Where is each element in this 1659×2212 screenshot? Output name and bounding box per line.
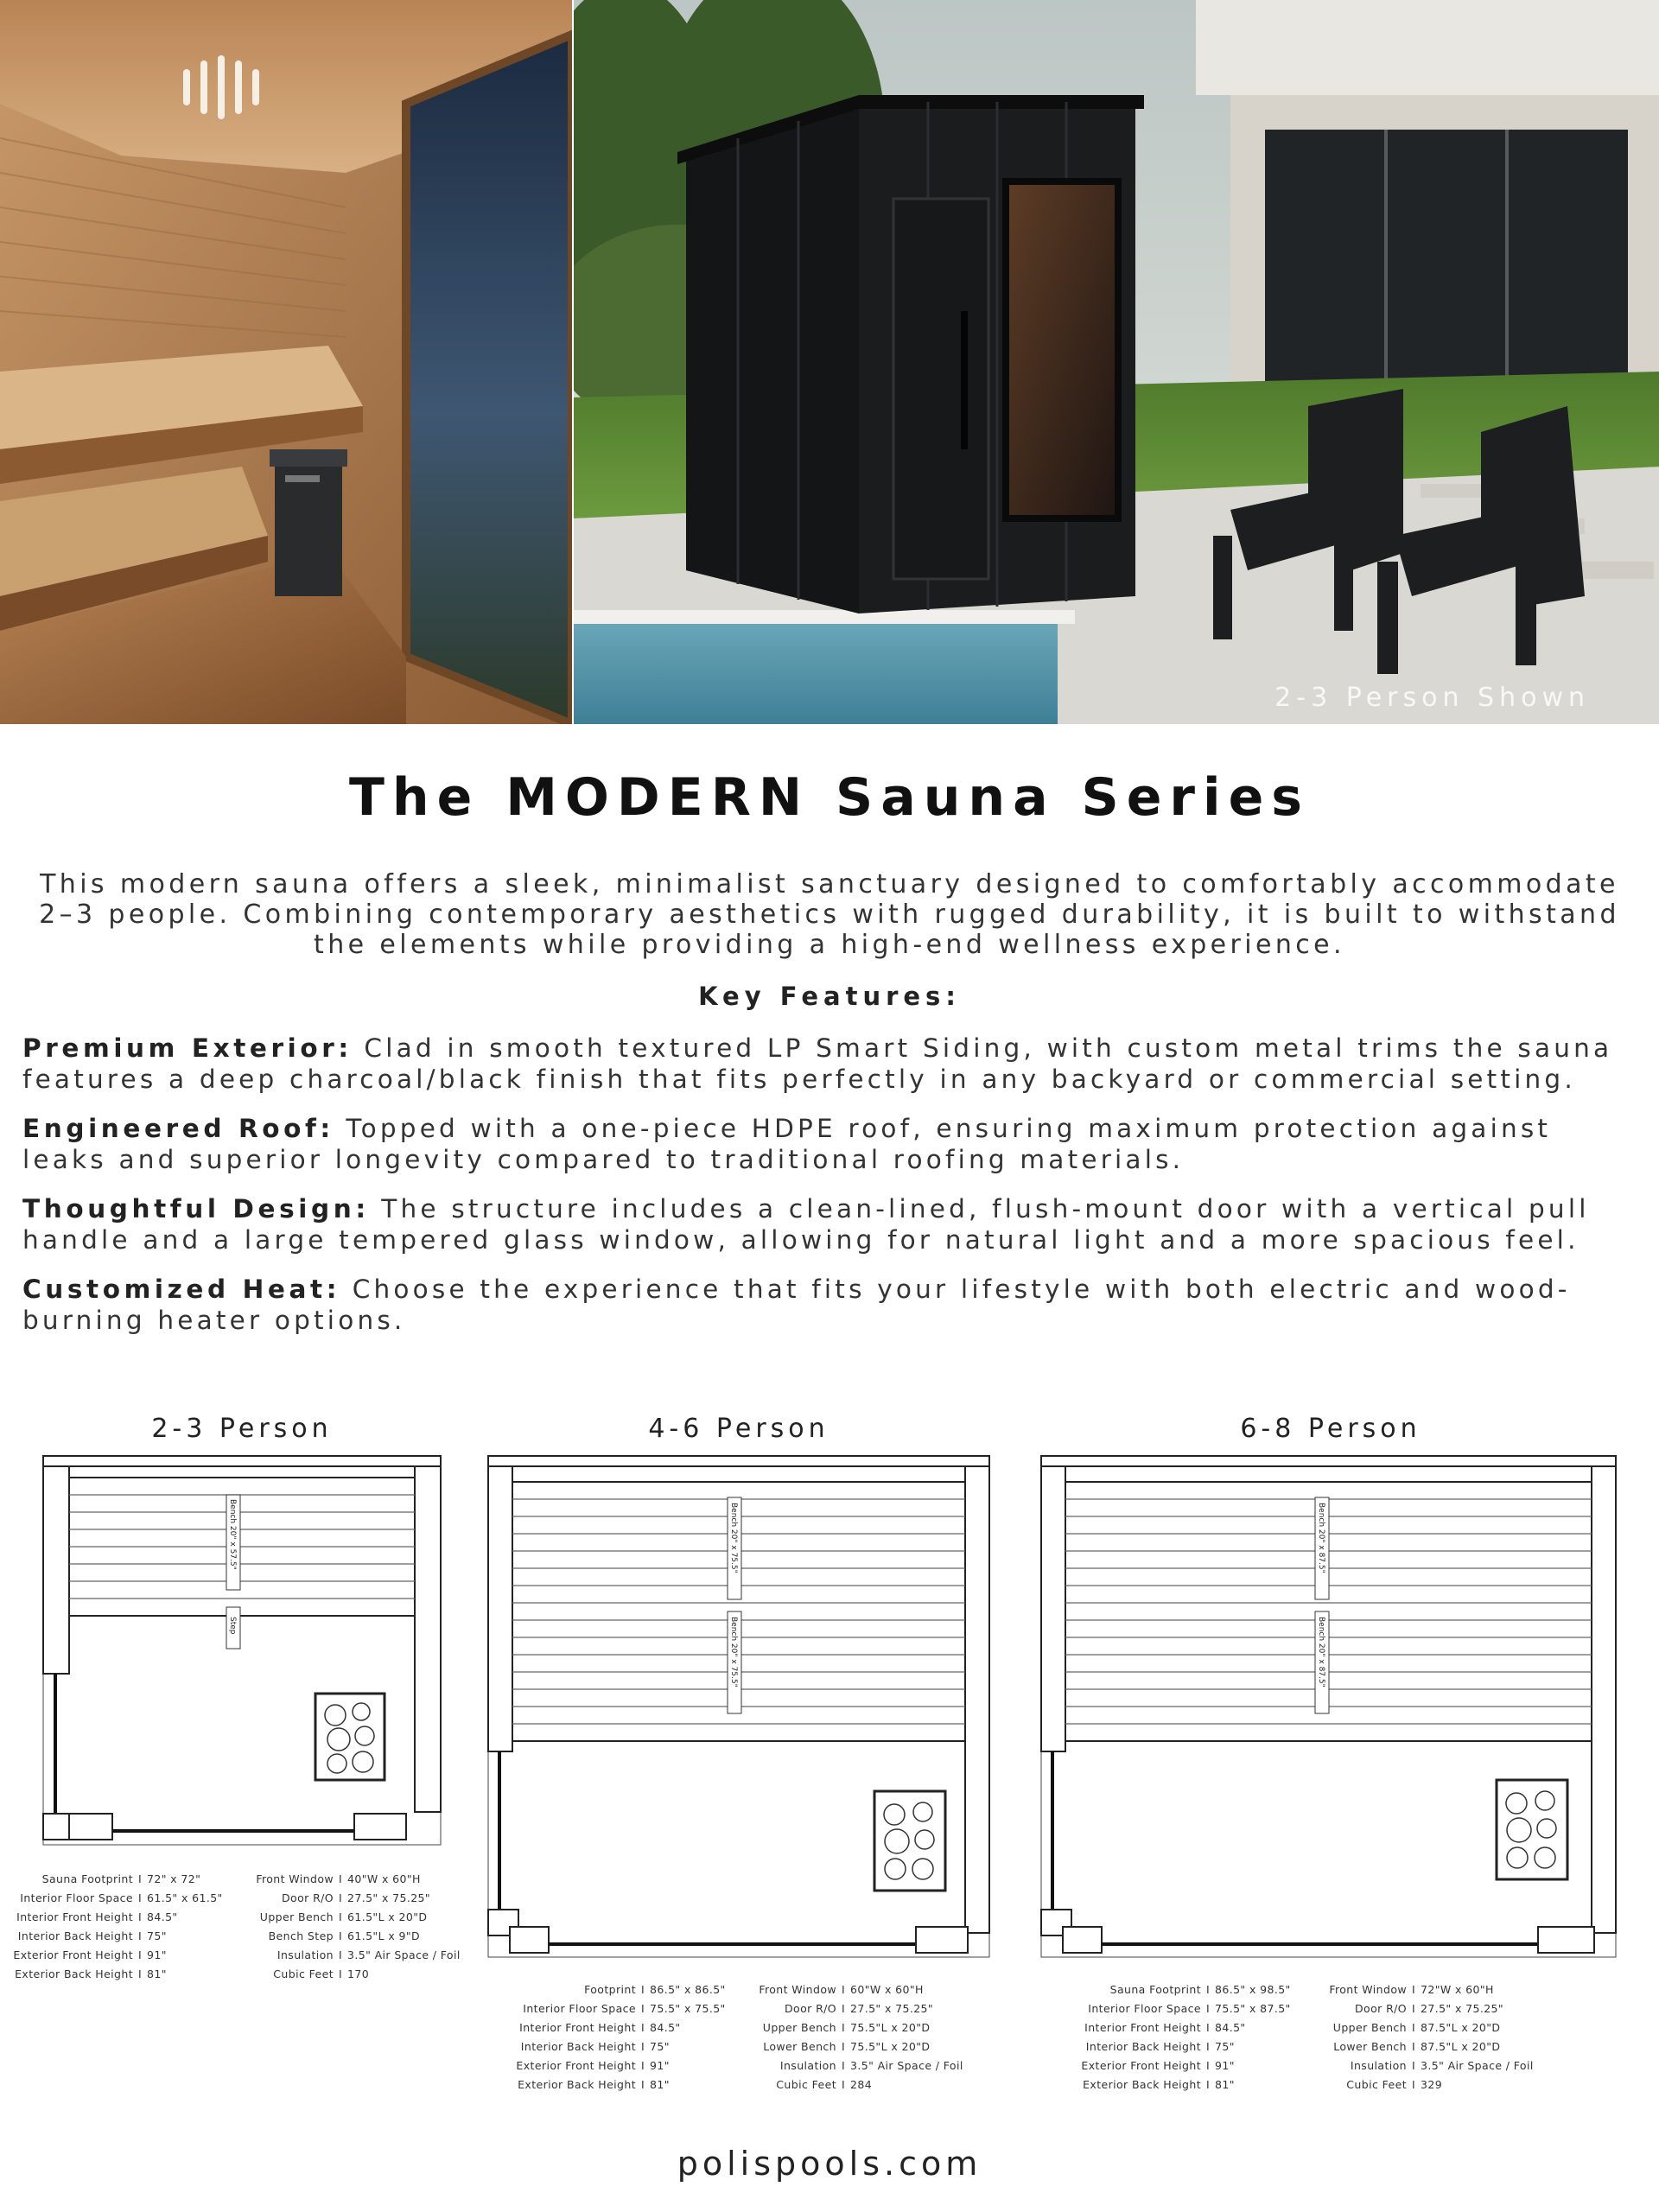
feature-name: Thoughtful Design: — [22, 1194, 370, 1224]
spec-row: Front Window I 40"W x 60"H — [238, 1870, 477, 1889]
bench-label: Bench 20" x 57.5" — [228, 1499, 237, 1570]
spec-row: Door R/O I 27.5" x 75.25" — [1306, 1999, 1550, 2018]
spec-value: 60"W x 60"H — [850, 1983, 924, 1996]
specs-2-3 — [5, 1870, 477, 1984]
spec-row: Bench Step I 61.5"L x 9"D — [238, 1927, 477, 1946]
spec-label: Cubic Feet — [273, 1967, 334, 1980]
spec-row: Exterior Back Height I 81" — [484, 2075, 736, 2094]
spec-value: 75.5" x 87.5" — [1215, 2002, 1291, 2015]
spec-row: Interior Front Height I 84.5" — [5, 1908, 233, 1927]
feature-text: Topped with a one-piece HDPE roof, ensuring maximum protection against leaks and superior longevity compared to traditional roofing materials. — [22, 1114, 1552, 1174]
spec-label: Exterior Back Height — [518, 2078, 636, 2091]
feature-name: Premium Exterior: — [22, 1033, 353, 1063]
floor-plan-4-6 — [484, 1447, 994, 1966]
spec-value: 72" x 72" — [147, 1872, 201, 1885]
spec-value: 61.5"L x 20"D — [347, 1910, 428, 1923]
specs-2-3-left — [5, 1870, 233, 1984]
spec-value: 75" — [1215, 2040, 1235, 2053]
spec-label: Footprint — [584, 1983, 636, 1996]
specs-2-3-right — [238, 1870, 477, 1984]
spec-label: Interior Front Height — [1084, 2021, 1201, 2034]
page-title: The MODERN Sauna Series — [348, 767, 1310, 828]
spec-label: Upper Bench — [1332, 2021, 1407, 2034]
spec-label: Exterior Back Height — [1083, 2078, 1201, 2091]
spec-value: 81" — [650, 2078, 670, 2091]
spec-row: Cubic Feet I 329 — [1306, 2075, 1550, 2094]
spec-row: Door R/O I 27.5" x 75.25" — [741, 1999, 980, 2018]
spec-value: 81" — [147, 1967, 167, 1980]
spec-label: Cubic Feet — [776, 2078, 836, 2091]
spec-value: 61.5"L x 9"D — [347, 1929, 421, 1942]
spec-row: Lower Bench I 87.5"L x 20"D — [1306, 2037, 1550, 2056]
spec-label: Sauna Footprint — [41, 1872, 133, 1885]
spec-label: Interior Floor Space — [523, 2002, 636, 2015]
spec-row: Interior Back Height I 75" — [484, 2037, 736, 2056]
spec-row: Footprint I 86.5" x 86.5" — [484, 1980, 736, 1999]
spec-label: Exterior Front Height — [1081, 2059, 1201, 2072]
spec-value: 27.5" x 75.25" — [850, 2002, 934, 2015]
spec-row: Exterior Back Height I 81" — [1071, 2075, 1301, 2094]
spec-label: Sauna Footprint — [1109, 1983, 1201, 1996]
spec-row: Interior Floor Space I 61.5" x 61.5" — [5, 1889, 233, 1908]
spec-label: Front Window — [759, 1983, 836, 1996]
spec-value: 91" — [650, 2059, 670, 2072]
spec-label: Interior Back Height — [17, 1929, 133, 1942]
spec-value: 84.5" — [650, 2021, 681, 2034]
spec-value: 72"W x 60"H — [1421, 1983, 1494, 1996]
spec-row: Insulation I 3.5" Air Space / Foil — [741, 2056, 980, 2075]
spec-value: 284 — [850, 2078, 873, 2091]
spec-value: 87.5"L x 20"D — [1421, 2021, 1501, 2034]
specs-4-6-right — [741, 1980, 980, 2094]
spec-value: 329 — [1421, 2078, 1443, 2091]
feature-text: The structure includes a clean-lined, flush-mount door with a vertical pull handle and a large tempered glass window, allowing for natural light and a more spacious feel. — [22, 1194, 1590, 1255]
spec-row: Front Window I 72"W x 60"H — [1306, 1980, 1550, 1999]
spec-value: 84.5" — [147, 1910, 178, 1923]
spec-row: Interior Back Height I 75" — [5, 1927, 233, 1946]
spec-label: Door R/O — [785, 2002, 836, 2015]
spec-row: Interior Floor Space I 75.5" x 87.5" — [1071, 1999, 1301, 2018]
bench-label: Bench 20" x 75.5" — [729, 1617, 738, 1688]
spec-label: Exterior Front Height — [516, 2059, 636, 2072]
spec-row: Upper Bench I 75.5"L x 20"D — [741, 2018, 980, 2037]
spec-value: 27.5" x 75.25" — [1421, 2002, 1504, 2015]
spec-row: Cubic Feet I 170 — [238, 1965, 477, 1984]
spec-value: 87.5"L x 20"D — [1421, 2040, 1501, 2053]
spec-value: 27.5" x 75.25" — [347, 1891, 431, 1904]
spec-value: 84.5" — [1215, 2021, 1246, 2034]
spec-label: Insulation — [779, 2059, 836, 2072]
footer-website: polispools.com — [677, 2145, 982, 2183]
bench-label: Bench 20" x 87.5" — [1317, 1617, 1325, 1688]
spec-label: Lower Bench — [763, 2040, 836, 2053]
spec-row: Exterior Front Height I 91" — [5, 1946, 233, 1965]
specs-4-6-left — [484, 1980, 736, 2094]
spec-value: 40"W x 60"H — [347, 1872, 421, 1885]
exterior-illustration — [574, 0, 1659, 724]
spec-row: Insulation I 3.5" Air Space / Foil — [1306, 2056, 1550, 2075]
plan-title-2-3: 2-3 Person — [151, 1414, 333, 1444]
spec-label: Front Window — [1329, 1983, 1407, 1996]
spec-label: Upper Bench — [259, 1910, 334, 1923]
spec-value: 75" — [650, 2040, 670, 2053]
spec-row: Sauna Footprint I 72" x 72" — [5, 1870, 233, 1889]
spec-value: 3.5" Air Space / Foil — [347, 1948, 461, 1961]
spec-row: Sauna Footprint I 86.5" x 98.5" — [1071, 1980, 1301, 1999]
spec-label: Lower Bench — [1333, 2040, 1407, 2053]
floor-plan-2-3 — [35, 1447, 449, 1853]
feature-text: Clad in smooth textured LP Smart Siding, with custom metal trims the sauna features a deep charcoal/black finish that fits perfectly in any backyard or commercial setting. — [22, 1033, 1613, 1094]
feature-text: Choose the experience that fits your lifestyle with both electric and wood-burning heater options. — [22, 1274, 1571, 1335]
spec-row: Insulation I 3.5" Air Space / Foil — [238, 1946, 477, 1965]
spec-value: 170 — [347, 1967, 370, 1980]
specs-4-6 — [484, 1980, 980, 2094]
step-label: Step — [228, 1617, 237, 1635]
spec-value: 81" — [1215, 2078, 1235, 2091]
spec-label: Door R/O — [1355, 2002, 1407, 2015]
spec-row: Lower Bench I 75.5"L x 20"D — [741, 2037, 980, 2056]
specs-6-8 — [1071, 1980, 1550, 2094]
spec-value: 75.5"L x 20"D — [850, 2040, 931, 2053]
feature-thoughtful-design — [22, 1193, 1647, 1255]
specs-6-8-right — [1306, 1980, 1550, 2094]
spec-row: Interior Back Height I 75" — [1071, 2037, 1301, 2056]
feature-premium-exterior — [22, 1033, 1647, 1095]
features-list — [22, 1033, 1647, 1354]
spec-label: Interior Floor Space — [1088, 2002, 1201, 2015]
interior-illustration — [0, 0, 572, 724]
spec-row: Upper Bench I 61.5"L x 20"D — [238, 1908, 477, 1927]
spec-label: Interior Back Height — [520, 2040, 636, 2053]
spec-value: 75" — [147, 1929, 167, 1942]
interior-photo — [0, 0, 572, 724]
spec-row: Interior Floor Space I 75.5" x 75.5" — [484, 1999, 736, 2018]
spec-value: 86.5" x 86.5" — [650, 1983, 726, 1996]
spec-label: Bench Step — [268, 1929, 334, 1942]
exterior-photo — [572, 0, 1659, 724]
spec-label: Insulation — [1350, 2059, 1407, 2072]
spec-label: Exterior Back Height — [15, 1967, 133, 1980]
spec-label: Interior Front Height — [16, 1910, 133, 1923]
spec-row: Front Window I 60"W x 60"H — [741, 1980, 980, 1999]
spec-label: Door R/O — [282, 1891, 334, 1904]
spec-row: Interior Front Height I 84.5" — [1071, 2018, 1301, 2037]
spec-value: 61.5" x 61.5" — [147, 1891, 223, 1904]
hero-images — [0, 0, 1659, 724]
plan-title-4-6: 4-6 Person — [648, 1414, 830, 1444]
plan-title-6-8: 6-8 Person — [1240, 1414, 1421, 1444]
spec-label: Interior Front Height — [519, 2021, 636, 2034]
key-features-heading: Key Features: — [698, 982, 961, 1011]
floor-plan-6-8 — [1037, 1447, 1624, 1966]
feature-customized-heat — [22, 1274, 1647, 1336]
intro-paragraph: This modern sauna offers a sleek, minimalist sanctuary designed to comfortably accommodate 2–3 people. Combining contemporary aesthetics with rugged durability, it is built to withstand the elements while providing a high-end wellness experience. — [39, 869, 1620, 960]
spec-row: Exterior Front Height I 91" — [484, 2056, 736, 2075]
spec-value: 91" — [1215, 2059, 1235, 2072]
spec-row: Upper Bench I 87.5"L x 20"D — [1306, 2018, 1550, 2037]
bench-label: Bench 20" x 87.5" — [1317, 1503, 1325, 1573]
spec-value: 3.5" Air Space / Foil — [850, 2059, 963, 2072]
spec-row: Exterior Back Height I 81" — [5, 1965, 233, 1984]
spec-row: Cubic Feet I 284 — [741, 2075, 980, 2094]
bench-label: Bench 20" x 75.5" — [729, 1503, 738, 1573]
spec-row: Interior Front Height I 84.5" — [484, 2018, 736, 2037]
spec-row: Exterior Front Height I 91" — [1071, 2056, 1301, 2075]
feature-name: Customized Heat: — [22, 1274, 341, 1304]
spec-value: 86.5" x 98.5" — [1215, 1983, 1291, 1996]
spec-label: Cubic Feet — [1346, 2078, 1407, 2091]
spec-label: Interior Floor Space — [20, 1891, 133, 1904]
spec-value: 91" — [147, 1948, 167, 1961]
spec-label: Upper Bench — [762, 2021, 836, 2034]
spec-value: 3.5" Air Space / Foil — [1421, 2059, 1534, 2072]
spec-row: Door R/O I 27.5" x 75.25" — [238, 1889, 477, 1908]
spec-label: Front Window — [256, 1872, 334, 1885]
spec-label: Insulation — [276, 1948, 334, 1961]
specs-6-8-left — [1071, 1980, 1301, 2094]
spec-value: 75.5" x 75.5" — [650, 2002, 726, 2015]
feature-name: Engineered Roof: — [22, 1114, 334, 1143]
spec-label: Interior Back Height — [1085, 2040, 1201, 2053]
spec-value: 75.5"L x 20"D — [850, 2021, 931, 2034]
hero-caption: 2-3 Person Shown — [1274, 683, 1590, 713]
spec-label: Exterior Front Height — [13, 1948, 133, 1961]
feature-engineered-roof — [22, 1113, 1647, 1175]
